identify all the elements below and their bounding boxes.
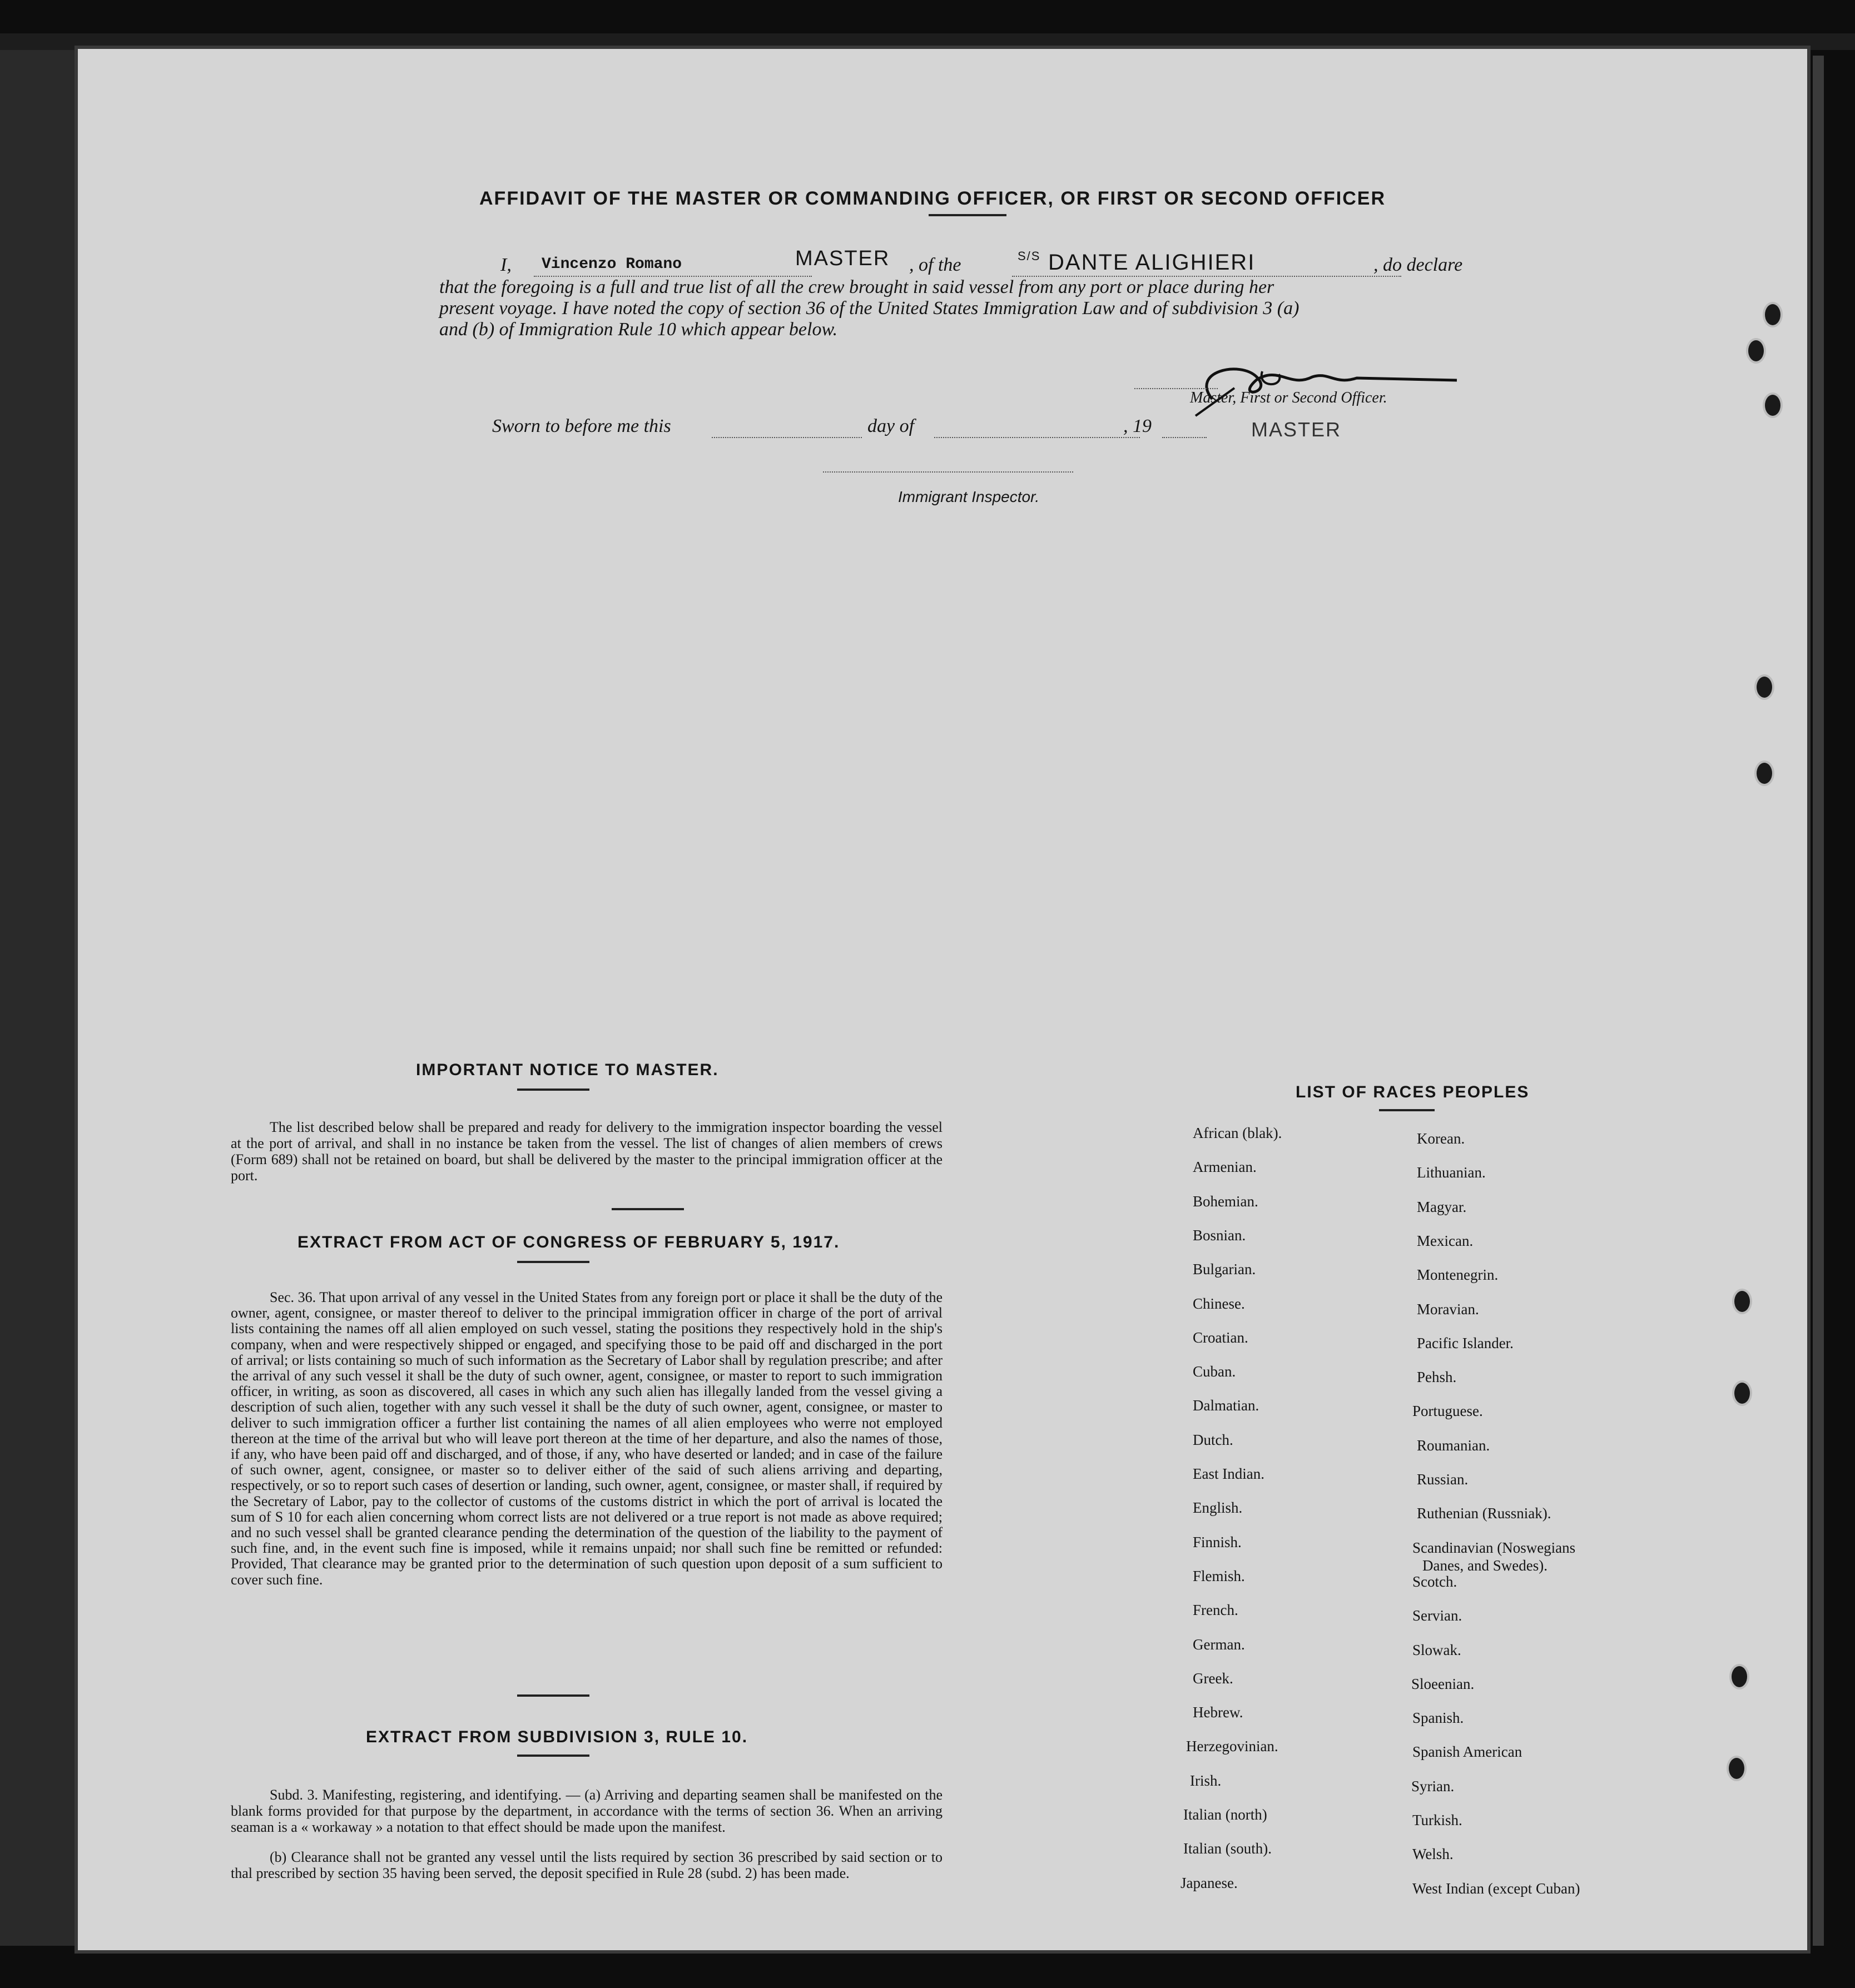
race-item: French.	[1193, 1602, 1238, 1619]
race-item: Ruthenian (Russniak).	[1417, 1505, 1551, 1522]
act-extract-text: Sec. 36. That upon arrival of any vessel in the United States from any foreign port or place it shall be the duty of the owner, agent, consignee, or master thereof to deliver to the principal immigration officer in charge of the port of arrival lists containing the names off all alien employed on such vessel, stating the positions they respectively hold in the ship's company, when and were respectively shipped or engaged, and specifying those to be paid off and discharged in the port of arrival; or lists containing so much of such information as the Secretary of Labor shall by regulation prescribe; and after the arrival of any such vessel it shall be the duty of such owner, agent, consignee, or master to report to such immigration officer, in writing, as soon as discovered, all cases in which any such alien has illegally landed from the vessel giving a description of such alien, together with any such vessel it shall be the duty of such owner, agent, consignee, or master to deliver to such immigration officer a further list containing the names of all alien employees who werre not employed thereon at the time of the arrival but who will leave port thereon at the time of her departure, and also the names of those, if any, who have been paid off and discharged, and of those, if any, who have deserted or landed; and in case of the failure of such owner, agent, consignee, or master so to deliver either of the said of such aliens arriving and departing, respectively, or so to report such cases of desertion or landing, such owner, agent, consignee, or master shall, if required by the Secretary of Labor, pay to the collector of customs of the customs district in which the port of arrival is located the sum of S 10 for each alien concerning whom correct lists are not delivered or a true report is not made as above required; and no such vessel shall be granted clearance pending the determination of the question of the liability to the payment of such fine, and, in the event such fine is imposed, while it remains unpaid; nor shall such fine be remitted or refunded: Provided, That clearance may be granted prior to the determination of such question upon deposit of a sum sufficient to cover such fine.	[231, 1289, 943, 1588]
signature-caption: Master, First or Second Officer.	[1190, 389, 1387, 406]
affidavit-i: I,	[500, 255, 512, 275]
left-page-edge	[0, 33, 83, 1946]
race-item: Magyar.	[1417, 1198, 1467, 1215]
race-item: Russian.	[1417, 1471, 1469, 1488]
rule-extract-text-a: Subd. 3. Manifesting, registering, and identifying. — (a) Arriving and departing seamen shall be manifested on the blank forms provided for that purpose by the department, in accordance with the terms of section 36. When an arriving seaman is a « workaway » a notation to that effect should be made upon the manifest.	[231, 1787, 943, 1836]
race-item: Hebrew.	[1193, 1704, 1243, 1721]
notice-underline	[517, 1089, 589, 1091]
race-item: Portuguese.	[1412, 1403, 1483, 1420]
race-item: Cuban.	[1193, 1363, 1236, 1380]
signature-stamp: MASTER	[1251, 418, 1342, 441]
race-item: Spanish.	[1412, 1709, 1464, 1727]
master-signature	[1145, 349, 1490, 421]
rank-stamp: MASTER	[795, 247, 890, 270]
affidavit-title: AFFIDAVIT OF THE MASTER OR COMMANDING OFFICER, OR FIRST OR SECOND OFFICER	[479, 188, 1386, 209]
right-page-edge	[1813, 56, 1824, 1946]
affidavit-line-4: and (b) of Immigration Rule 10 which appear below.	[439, 319, 838, 340]
race-item: Dalmatian.	[1193, 1397, 1259, 1414]
act-extract-title: EXTRACT FROM ACT OF CONGRESS OF FEBRUARY 5, 1917.	[297, 1233, 840, 1251]
race-item: East Indian.	[1193, 1465, 1264, 1482]
race-item: English.	[1193, 1499, 1243, 1517]
race-item: Dutch.	[1193, 1431, 1233, 1448]
race-item: Spanish American	[1412, 1743, 1522, 1761]
top-page-edge	[0, 33, 1855, 50]
races-title: LIST OF RACES PEOPLES	[1296, 1083, 1530, 1101]
document-page	[78, 49, 1807, 1950]
race-item: African (blak).	[1193, 1125, 1282, 1141]
of-the-text: , of the	[909, 255, 961, 275]
race-item: Pehsh.	[1417, 1369, 1457, 1386]
race-item: Syrian.	[1411, 1777, 1455, 1795]
race-item: Bulgarian.	[1193, 1261, 1256, 1278]
race-item: Scotch.	[1412, 1573, 1457, 1590]
ship-name: DANTE ALIGHIERI	[1048, 250, 1256, 275]
race-item: Montenegrin.	[1417, 1266, 1499, 1284]
binder-hole	[1763, 392, 1783, 418]
notice-bottom-rule	[612, 1208, 684, 1210]
race-item: Armenian.	[1193, 1159, 1257, 1176]
race-item: Scandinavian (Noswegians	[1412, 1539, 1576, 1556]
race-item: Korean.	[1417, 1130, 1465, 1147]
sworn-text: Sworn to before me this	[492, 416, 671, 436]
notice-text: The list described below shall be prepared and ready for delivery to the immigration inspector boarding the vessel at the port of arrival, and shall in no instance be taken from the vessel. The list of changes of alien members of crews (Form 689) shall not be retained on board, but shall be delivered by the master to the principal immigration officer at the port.	[231, 1119, 943, 1184]
race-item: Lithuanian.	[1417, 1164, 1486, 1181]
binder-hole	[1732, 1289, 1752, 1314]
race-item: Turkish.	[1412, 1812, 1462, 1828]
race-item: Bosnian.	[1193, 1226, 1246, 1244]
do-declare-text: , do declare	[1373, 255, 1463, 275]
race-item: Finnish.	[1193, 1533, 1242, 1550]
rule-extract-title: EXTRACT FROM SUBDIVISION 3, RULE 10.	[366, 1728, 748, 1746]
act-extract-bottom-rule	[517, 1694, 589, 1697]
race-item: Croatian.	[1193, 1329, 1248, 1346]
master-name: Vincenzo Romano	[542, 256, 682, 273]
race-item: Servian.	[1412, 1607, 1462, 1624]
race-item: Welsh.	[1412, 1846, 1454, 1863]
binder-hole	[1727, 1756, 1747, 1781]
inspector-caption: Immigrant Inspector.	[898, 488, 1040, 505]
title-underline	[929, 214, 1006, 216]
binder-hole	[1729, 1664, 1749, 1689]
race-item: Roumanian.	[1417, 1437, 1490, 1454]
race-item: Italian (south).	[1183, 1840, 1272, 1857]
affidavit-line-2: that the foregoing is a full and true list of all the crew brought in said vessel from any port or place during her	[439, 277, 1274, 297]
binder-hole	[1732, 1380, 1752, 1406]
races-underline	[1379, 1109, 1435, 1111]
sworn-month-line	[934, 437, 1140, 438]
race-item: Italian (north)	[1183, 1806, 1267, 1823]
ss-prefix: S/S	[1018, 249, 1041, 263]
rule-extract-underline	[517, 1755, 589, 1757]
race-item: Greek.	[1193, 1669, 1233, 1687]
sworn-day-line	[712, 437, 862, 438]
race-item: Sloeenian.	[1411, 1675, 1475, 1692]
race-item: Chinese.	[1193, 1295, 1245, 1312]
binder-hole	[1763, 302, 1783, 327]
race-item: Herzegovinian.	[1186, 1738, 1278, 1755]
binder-hole	[1754, 674, 1774, 700]
year-line	[1162, 437, 1207, 438]
binder-hole	[1754, 761, 1774, 786]
inspector-line	[823, 471, 1073, 473]
notice-title: IMPORTANT NOTICE TO MASTER.	[416, 1061, 719, 1079]
race-item: Japanese.	[1181, 1874, 1238, 1891]
race-item: Mexican.	[1417, 1232, 1474, 1249]
day-of-text: day of	[867, 416, 915, 436]
race-item: Flemish.	[1193, 1567, 1245, 1584]
race-item: Danes, and Swedes).	[1422, 1557, 1548, 1574]
race-item: Irish.	[1190, 1772, 1222, 1789]
race-item: Moravian.	[1417, 1300, 1479, 1318]
rule-extract-text-b: (b) Clearance shall not be granted any vessel until the lists required by section 36 prescribed by said section or to thal prescribed by section 35 having been served, the deposit specified in Rule 28 (subd. 2) has been made.	[231, 1849, 943, 1882]
race-item: German.	[1193, 1636, 1245, 1653]
race-item: Slowak.	[1412, 1641, 1461, 1658]
race-item: Pacific Islander.	[1417, 1334, 1514, 1351]
race-item: Bohemian.	[1193, 1192, 1258, 1210]
binder-hole	[1746, 338, 1766, 364]
affidavit-line-3: present voyage. I have noted the copy of section 36 of the United States Immigration Law and of subdivision 3 (a)	[439, 298, 1300, 319]
year-prefix: , 19	[1123, 416, 1152, 436]
act-extract-underline	[517, 1261, 589, 1263]
race-item: West Indian (except Cuban)	[1412, 1880, 1580, 1897]
